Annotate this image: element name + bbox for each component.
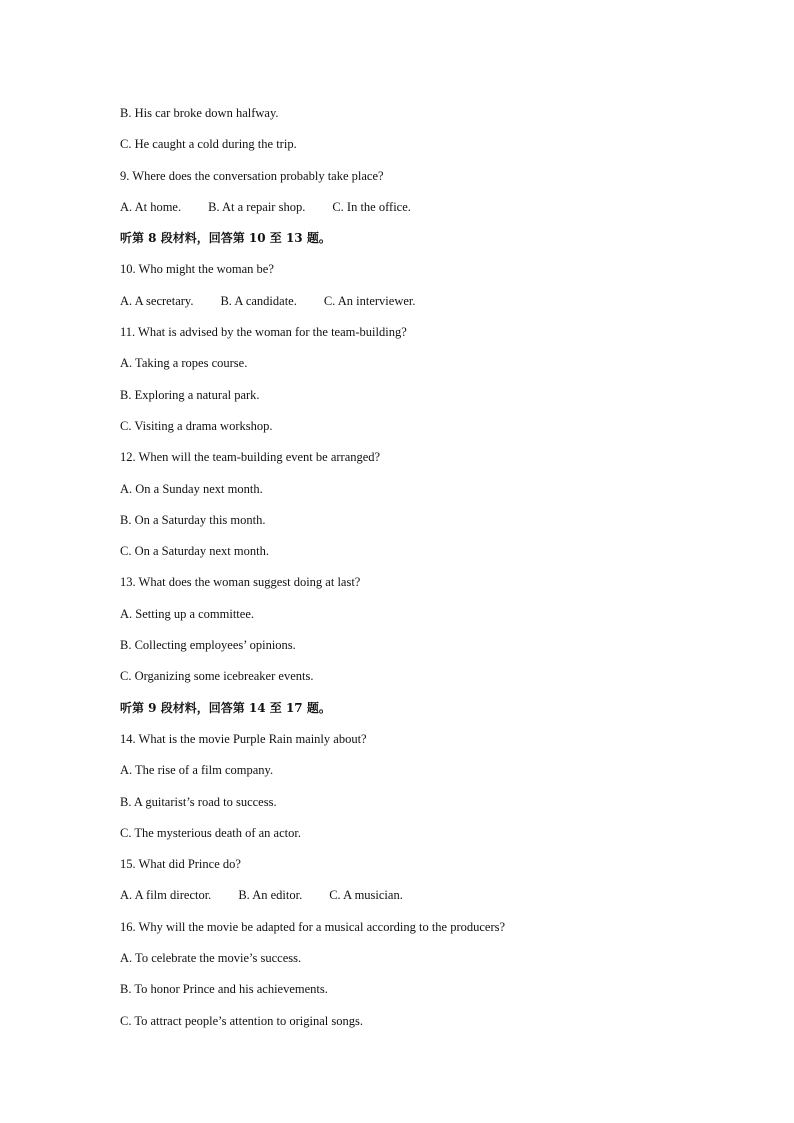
option-text: B. A candidate.	[220, 293, 297, 308]
text-line: 13. What does the woman suggest doing at last?	[120, 575, 361, 590]
text-line: A. On a Sunday next month.	[120, 481, 263, 496]
option-gap	[181, 197, 208, 228]
text-line: B. A guitarist’s road to success.	[120, 794, 277, 809]
options-row	[120, 197, 720, 228]
text-line: A. To celebrate the movie’s success.	[120, 951, 302, 966]
question-list	[120, 103, 720, 1042]
text-line: B. On a Saturday this month.	[120, 512, 266, 527]
text-line: C. He caught a cold during the trip.	[120, 137, 297, 152]
text-line: 9. Where does the conversation probably take place?	[120, 168, 384, 183]
option-text: C. An interviewer.	[323, 293, 416, 308]
text-line: B. To honor Prince and his achievements.	[120, 982, 328, 997]
document-page	[120, 103, 720, 1042]
option-text: A. A film director.	[120, 888, 212, 903]
text-line: B. His car broke down halfway.	[120, 106, 279, 120]
text-line: 16. Why will the movie be adapted for a musical according to the producers?	[120, 919, 506, 934]
option-text: A. At home.	[120, 199, 182, 214]
options-row	[120, 885, 720, 916]
text-line: 10. Who might the woman be?	[120, 262, 274, 277]
text-line: A. Setting up a committee.	[120, 606, 255, 621]
option-text: C. A musician.	[329, 888, 403, 903]
text-line: C. To attract people’s attention to original songs.	[120, 1013, 363, 1028]
text-line: 14. What is the movie Purple Rain mainly about?	[120, 731, 367, 746]
text-line: A. The rise of a film company.	[120, 763, 274, 778]
section-header: 听第 8 段材料，回答第 10 至 13 题。	[120, 231, 331, 246]
options-row	[120, 291, 720, 322]
text-line: B. Exploring a natural park.	[120, 387, 260, 402]
option-gap	[305, 197, 332, 228]
text-line: C. Visiting a drama workshop.	[120, 418, 273, 433]
option-text: B. An editor.	[238, 888, 303, 903]
option-gap	[297, 291, 324, 322]
text-line: B. Collecting employees’ opinions.	[120, 638, 296, 653]
text-line: C. Organizing some icebreaker events.	[120, 669, 314, 684]
text-line: 15. What did Prince do?	[120, 857, 241, 872]
option-text: B. At a repair shop.	[208, 199, 306, 214]
text-line: A. Taking a ropes course.	[120, 356, 248, 371]
text-line: C. On a Saturday next month.	[120, 544, 269, 559]
option-text: A. A secretary.	[120, 293, 194, 308]
text-line: C. The mysterious death of an actor.	[120, 825, 301, 840]
section-header: 听第 9 段材料，回答第 14 至 17 题。	[120, 700, 331, 715]
option-gap	[193, 291, 220, 322]
text-line: 11. What is advised by the woman for the team-building?	[120, 325, 407, 340]
option-gap	[302, 885, 329, 916]
option-text: C. In the office.	[332, 199, 411, 214]
text-line: 12. When will the team-building event be arranged?	[120, 450, 381, 465]
option-gap	[211, 885, 238, 916]
